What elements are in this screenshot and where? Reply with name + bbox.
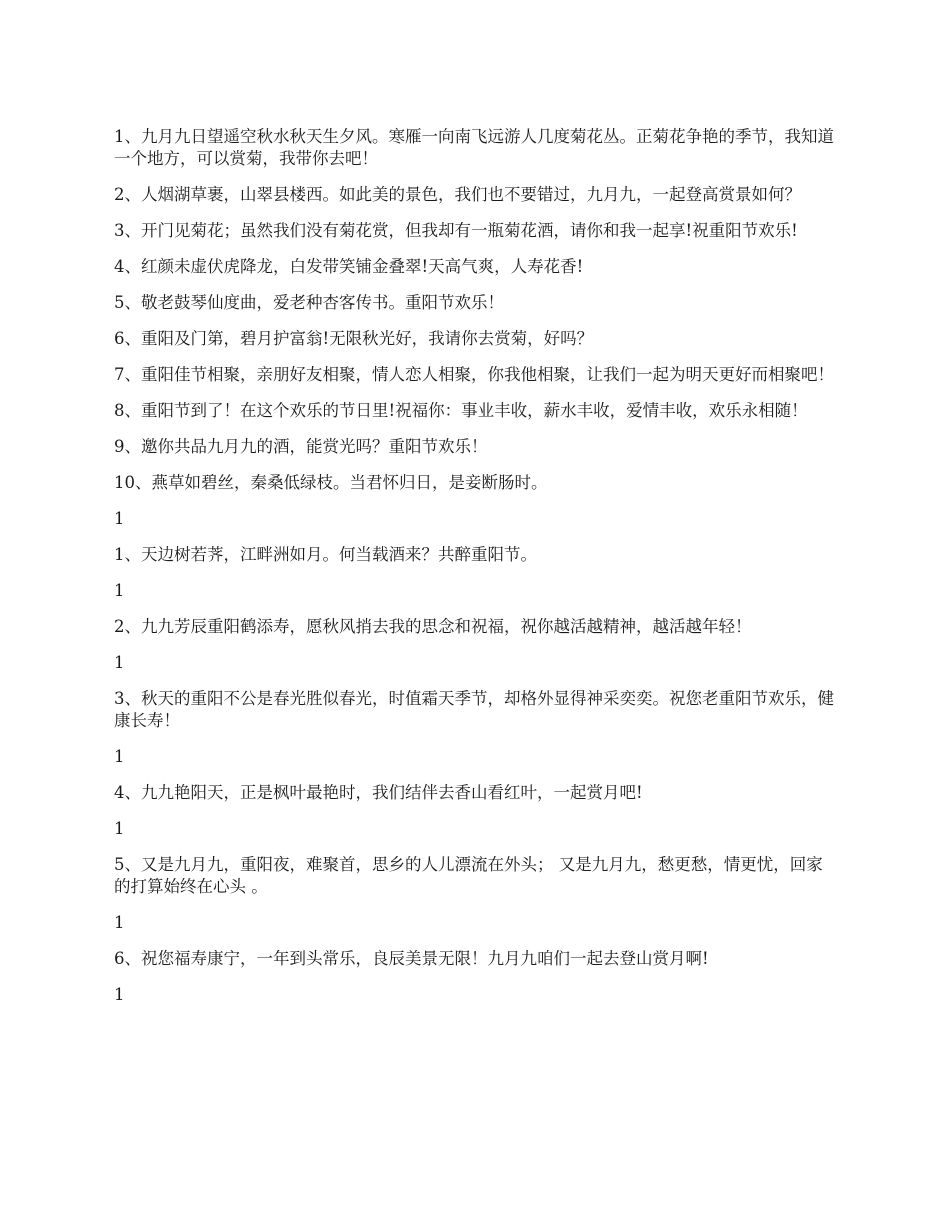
paragraph-11: 1、天边树若荠，江畔洲如月。何当载酒来？共醉重阳节。 xyxy=(114,545,537,564)
paragraph-5: 5、敬老鼓琴仙度曲，爱老种杏客传书。重阳节欢乐！ xyxy=(114,293,504,312)
document-body xyxy=(114,126,838,1020)
paragraph-10: 10、燕草如碧丝，秦桑低绿枝。当君怀归日，是妾断肠时。 xyxy=(114,473,548,492)
separator-number: 1 xyxy=(114,819,125,838)
separator-number: 1 xyxy=(114,581,125,600)
paragraph-8: 8、重阳节到了！在这个欢乐的节日里!祝福你：事业丰收，薪水丰收，爱情丰收，欢乐永相随！ xyxy=(114,401,808,420)
separator-number: 1 xyxy=(114,509,125,528)
paragraph-9: 9、邀你共品九月九的酒，能赏光吗？重阳节欢乐！ xyxy=(114,437,488,456)
paragraph-1: 1、九月九日望遥空秋水秋天生夕风。寒雁一向南飞远游人几度菊花丛。正菊花争艳的季节，我知道一个地方，可以赏菊，我带你去吧！ xyxy=(114,127,834,168)
paragraph-6: 6、重阳及门第，碧月护富翁!无限秋光好，我请你去赏菊，好吗？ xyxy=(114,329,594,348)
separator-number: 1 xyxy=(114,653,125,672)
paragraph-2: 2、人烟湖草裹，山翠县楼西。如此美的景色，我们也不要错过，九月九，一起登高赏景如何？ xyxy=(114,185,801,204)
paragraph-4: 4、红颜未虚伏虎降龙，白发带笑铺金叠翠!天高气爽，人寿花香! xyxy=(114,257,584,276)
separator-number: 1 xyxy=(114,913,125,932)
paragraph-14: 4、九九艳阳天，正是枫叶最艳时，我们结伴去香山看红叶，一起赏月吧! xyxy=(114,783,643,802)
separator-number: 1 xyxy=(114,985,125,1004)
paragraph-16: 6、祝您福寿康宁，一年到头常乐，良辰美景无限！九月九咱们一起去登山赏月啊! xyxy=(114,949,709,968)
paragraph-12: 2、九九芳辰重阳鹤添寿，愿秋风捎去我的思念和祝福，祝你越活越精神，越活越年轻！ xyxy=(114,617,752,636)
paragraph-3: 3、开门见菊花；虽然我们没有菊花赏，但我却有一瓶菊花酒，请你和我一起享!祝重阳节欢乐! xyxy=(114,221,798,240)
paragraph-7: 7、重阳佳节相聚，亲朋好友相聚，情人恋人相聚，你我他相聚，让我们一起为明天更好而相聚吧！ xyxy=(114,365,834,384)
separator-number: 1 xyxy=(114,747,125,766)
paragraph-15: 5、又是九月九，重阳夜，难聚首，思乡的人儿漂流在外头； 又是九月九，愁更愁，情更忧，回家的打算始终在心头 。 xyxy=(114,855,823,896)
paragraph-13: 3、秋天的重阳不公是春光胜似春光，时值霜天季节，却格外显得神采奕奕。祝您老重阳节欢乐，健康长寿！ xyxy=(114,689,834,730)
